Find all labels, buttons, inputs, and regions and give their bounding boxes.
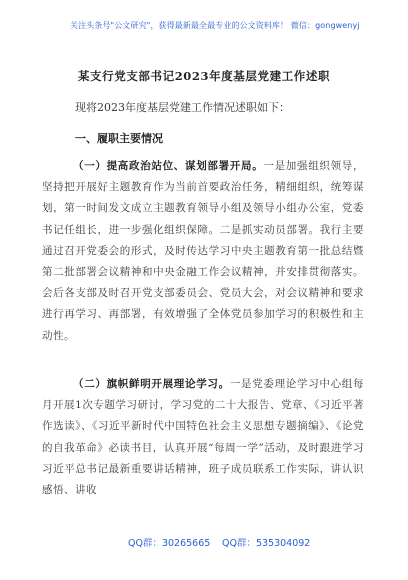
paragraph-1 — [42, 156, 364, 347]
qq-group-right: QQ群：535304092 — [222, 538, 311, 549]
promo-header-note: 关注头条号"公文研究"，获得最新最全最专业的公文资料库！ 微信：gongwenyj — [70, 21, 360, 30]
paragraph-2-lead: （二）旗帜鲜明开展理论学习。 — [73, 378, 230, 390]
paragraph-2-text: 一是党委理论学习中心组每月开展1次专题学习研讨，学习党的二十大报告、党章、《习近平著作选读》、《习近平新时代中国特色社会主义思想专题摘编》、《论党的自我革命》必读书目，认真开展“每周一学”活动，及时跟进学习习近平总书记最新重要讲话精神，班子成员联系工作实际，讲认识感悟、讲收 — [42, 378, 365, 497]
footer-contact — [0, 535, 408, 549]
intro-line: 现将2023年度基层党建工作情况述职如下： — [75, 101, 290, 114]
paragraph-2 — [42, 374, 364, 501]
section-heading-1: 一、履职主要情况 — [75, 132, 163, 145]
qq-group-left: QQ群：30265665 — [128, 538, 211, 549]
paragraph-1-text: 一是加强组织领导，坚持把开展好主题教育作为当前首要政治任务，精细组织，统筹谋划，第一时间发文成立主题教育领导小组及领导小组办公室，党委书记任组长，进一步强化组织保障。二是抓实动员部署。我行主要通过召开党委会的形式，及时传达学习中央主题教育第一批总结暨第二批部署会议精神和中央金融工作会议精神，并安排贯彻落实。会后各支部及时召开党支部委员会、党员大会，对会议精神和要求进行再学习、再部署，有效增强了全体党员参加学习的积极性和主动性。 — [42, 160, 365, 342]
document-title: 某支行党支部书记2023年度基层党建工作述职 — [77, 69, 331, 83]
paragraph-1-lead: （一）提高政治站位、谋划部署开局。 — [73, 160, 264, 172]
